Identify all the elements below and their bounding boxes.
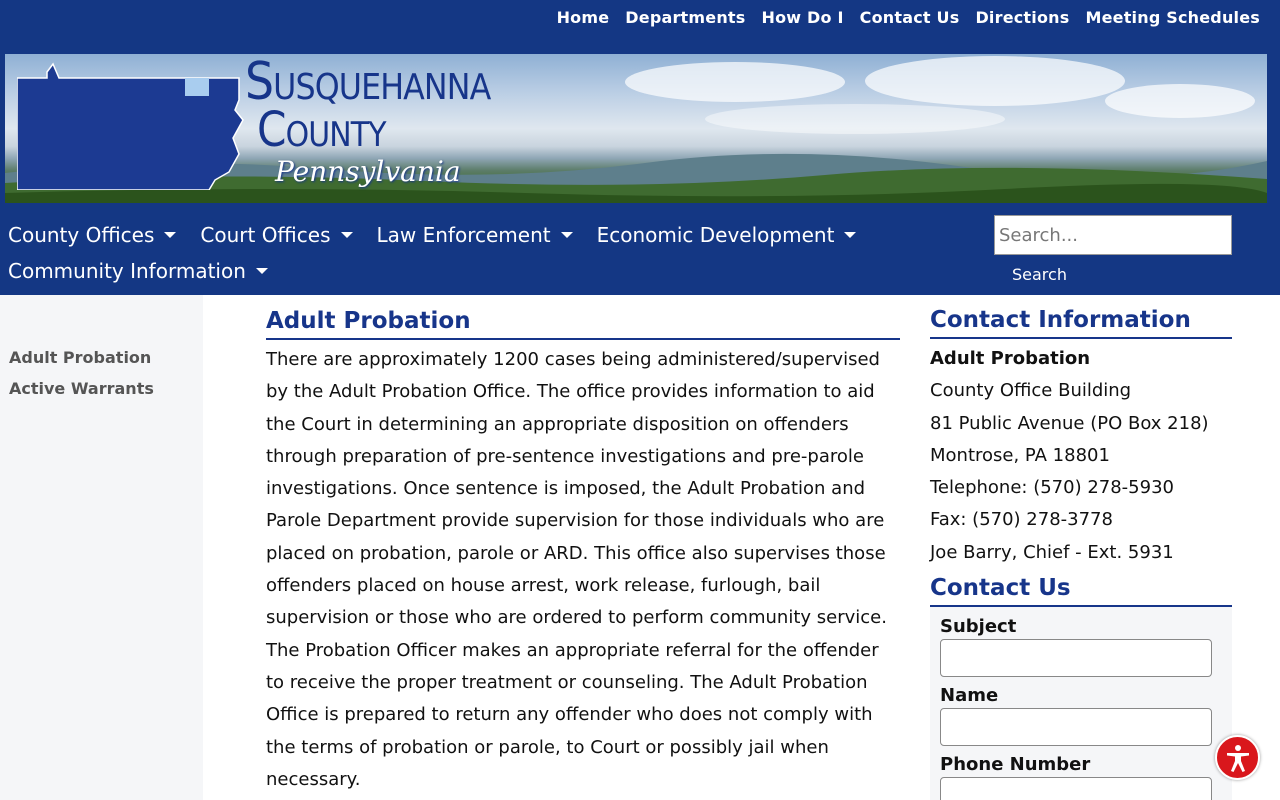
menu-item-label: Economic Development xyxy=(596,223,835,247)
menu-county-offices[interactable] xyxy=(8,223,176,247)
main-menu xyxy=(8,223,968,283)
contact-form xyxy=(930,607,1232,800)
top-utility-bar xyxy=(0,0,1280,54)
caret-down-icon xyxy=(561,232,573,238)
menu-item-label: Law Enforcement xyxy=(376,223,551,247)
menu-law-enforcement[interactable] xyxy=(377,223,573,247)
sidebar-item-active-warrants[interactable]: Active Warrants xyxy=(9,379,154,398)
caret-down-icon xyxy=(256,268,268,274)
brand-title-line3: Pennsylvania xyxy=(275,155,461,188)
contact-telephone: Telephone: (570) 278-5930 xyxy=(930,477,1174,499)
subject-field[interactable] xyxy=(940,639,1212,677)
contact-details xyxy=(930,343,1232,569)
topnav-meeting-schedules-link[interactable]: Meeting Schedules xyxy=(1085,8,1260,27)
brand-title-line1: Susquehanna xyxy=(245,54,491,112)
caret-down-icon xyxy=(844,232,856,238)
topnav-how-do-i-link[interactable]: How Do I xyxy=(761,8,844,27)
contact-chief: Joe Barry, Chief - Ext. 5931 xyxy=(930,541,1174,563)
right-column xyxy=(930,307,1232,800)
topnav-departments-link[interactable]: Departments xyxy=(625,8,746,27)
contact-us-heading: Contact Us xyxy=(930,575,1232,607)
contact-address: 81 Public Avenue (PO Box 218) xyxy=(930,412,1209,434)
accessibility-button[interactable] xyxy=(1215,735,1260,780)
pennsylvania-map-icon xyxy=(17,62,247,190)
contact-building: County Office Building xyxy=(930,380,1132,402)
menu-community-information[interactable] xyxy=(8,259,268,283)
topnav-directions-link[interactable]: Directions xyxy=(975,8,1070,27)
page-title: Adult Probation xyxy=(266,308,900,340)
phone-number-label: Phone Number xyxy=(940,754,1091,776)
top-nav xyxy=(549,8,1268,27)
cloud-shape xyxy=(625,62,845,102)
topnav-home-link[interactable]: Home xyxy=(556,8,610,27)
contact-fax: Fax: (570) 278-3778 xyxy=(930,509,1113,531)
main-nav xyxy=(0,205,1280,295)
subject-label: Subject xyxy=(940,616,1017,638)
phone-number-field[interactable] xyxy=(940,777,1212,800)
contact-information-heading: Contact Information xyxy=(930,307,1232,339)
caret-down-icon xyxy=(164,232,176,238)
content-paragraph: There are approximately 1200 cases being administered/supervised by the Adult Probation Office. The office provides information to aid the Court in determining an appropriate disposition on offenders through preparation of pre-sentence investigations and pre-parole investigations. Once sentence is imposed, the Adult Probation and Parole Department provide supervision for those individuals who are placed on probation, parole or ARD. This office also supervises those offenders placed on house arrest, work release, furlough, bail supervision or those who are ordered to perform community service. The Probation Officer makes an appropriate referral for the offender to receive the proper treatment or counseling. The Adult Probation Office is prepared to return any offender who does not comply with the terms of probation or parole, to Court or possibly jail when necessary. xyxy=(266,349,887,790)
name-field[interactable] xyxy=(940,708,1212,746)
accessibility-person-icon xyxy=(1223,743,1253,773)
menu-economic-development[interactable] xyxy=(597,223,857,247)
sidebar xyxy=(0,295,203,800)
caret-down-icon xyxy=(341,232,353,238)
menu-item-label: Court Offices xyxy=(200,223,331,247)
sidebar-item-adult-probation[interactable]: Adult Probation xyxy=(9,348,152,367)
menu-item-label: County Offices xyxy=(8,223,155,247)
brand-title-line2: County xyxy=(257,102,386,158)
menu-court-offices[interactable] xyxy=(200,223,352,247)
name-label: Name xyxy=(940,685,999,707)
banner-landscape-image[interactable] xyxy=(5,54,1267,203)
search-button[interactable]: Search xyxy=(1012,265,1067,284)
header-banner xyxy=(0,54,1280,205)
contact-city: Montrose, PA 18801 xyxy=(930,444,1110,466)
topnav-contact-us-link[interactable]: Contact Us xyxy=(859,8,960,27)
menu-item-label: Community Information xyxy=(8,259,246,283)
contact-org: Adult Probation xyxy=(930,348,1091,369)
cloud-shape xyxy=(1105,84,1255,118)
main-content xyxy=(266,308,900,796)
cloud-shape xyxy=(705,104,1005,134)
search-input[interactable] xyxy=(994,215,1232,255)
cloud-shape xyxy=(865,56,1125,106)
